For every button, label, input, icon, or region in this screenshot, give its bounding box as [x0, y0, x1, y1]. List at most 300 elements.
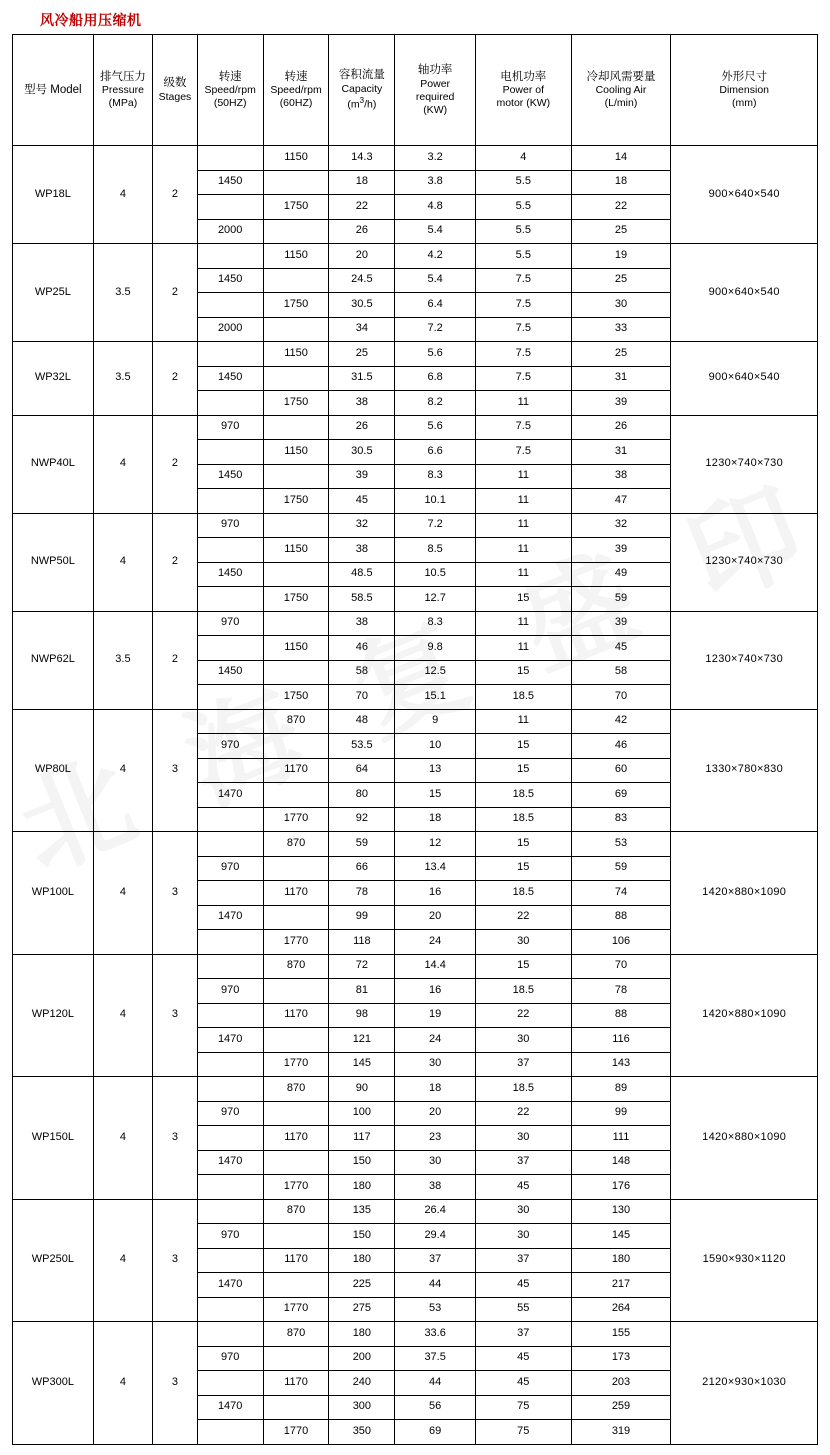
cell-capacity: 53.5: [329, 734, 395, 759]
cell-power-required: 12.5: [395, 660, 476, 685]
cell-capacity: 48.5: [329, 562, 395, 587]
cell-motor-power: 7.5: [476, 415, 572, 440]
cell-speed-50hz: 1470: [197, 905, 263, 930]
cell-speed-60hz: 1750: [263, 489, 329, 514]
cell-cooling-air: 89: [571, 1077, 671, 1102]
table-row: [13, 709, 818, 734]
table-row: [13, 1077, 818, 1102]
cell-motor-power: 15: [476, 954, 572, 979]
cell-motor-power: 11: [476, 611, 572, 636]
cell-motor-power: 45: [476, 1371, 572, 1396]
cell-speed-50hz: 1470: [197, 1395, 263, 1420]
cell-speed-50hz: [197, 195, 263, 220]
table-row: [13, 244, 818, 269]
header-cell-dimension: [671, 35, 818, 146]
cell-cooling-air: 25: [571, 219, 671, 244]
cell-cooling-air: 25: [571, 342, 671, 367]
cell-speed-50hz: [197, 1322, 263, 1347]
cell-pressure: 4: [93, 415, 152, 513]
cell-stages: 3: [153, 832, 198, 955]
cell-speed-60hz: 870: [263, 832, 329, 857]
cell-power-required: 5.4: [395, 268, 476, 293]
cell-motor-power: 15: [476, 832, 572, 857]
header-row: [13, 35, 818, 146]
header-cell-stages: [153, 35, 198, 146]
cell-capacity: 180: [329, 1175, 395, 1200]
cell-power-required: 30: [395, 1052, 476, 1077]
cell-speed-60hz: 1170: [263, 1126, 329, 1151]
cell-speed-60hz: [263, 856, 329, 881]
cell-speed-50hz: 970: [197, 611, 263, 636]
cell-motor-power: 45: [476, 1273, 572, 1298]
cell-speed-60hz: [263, 268, 329, 293]
cell-capacity: 121: [329, 1028, 395, 1053]
cell-motor-power: 30: [476, 1199, 572, 1224]
cell-cooling-air: 38: [571, 464, 671, 489]
cell-speed-50hz: 970: [197, 979, 263, 1004]
cell-motor-power: 37: [476, 1150, 572, 1175]
cell-speed-60hz: [263, 1346, 329, 1371]
cell-pressure: 4: [93, 832, 152, 955]
cell-capacity: 275: [329, 1297, 395, 1322]
table-row: [13, 146, 818, 171]
cell-speed-50hz: 1450: [197, 660, 263, 685]
header-cn-cooling: 冷却风需要量: [586, 70, 656, 83]
cell-power-required: 56: [395, 1395, 476, 1420]
cell-capacity: 78: [329, 881, 395, 906]
cell-cooling-air: 143: [571, 1052, 671, 1077]
cell-capacity: 150: [329, 1224, 395, 1249]
cell-capacity: 46: [329, 636, 395, 661]
cell-power-required: 7.2: [395, 513, 476, 538]
cell-capacity: 45: [329, 489, 395, 514]
cell-cooling-air: 106: [571, 930, 671, 955]
table-row: [13, 513, 818, 538]
cell-cooling-air: 32: [571, 513, 671, 538]
cell-power-required: 69: [395, 1420, 476, 1445]
cell-capacity: 48: [329, 709, 395, 734]
cell-speed-50hz: 970: [197, 856, 263, 881]
specification-table: [12, 34, 818, 1445]
header-cell-capacity: [329, 35, 395, 146]
cell-speed-50hz: [197, 391, 263, 416]
cell-motor-power: 30: [476, 1126, 572, 1151]
cell-motor-power: 22: [476, 1003, 572, 1028]
cell-cooling-air: 59: [571, 587, 671, 612]
cell-speed-50hz: 970: [197, 734, 263, 759]
cell-capacity: 66: [329, 856, 395, 881]
cell-pressure: 4: [93, 709, 152, 832]
cell-capacity: 117: [329, 1126, 395, 1151]
cell-cooling-air: 53: [571, 832, 671, 857]
cell-speed-50hz: [197, 954, 263, 979]
cell-motor-power: 7.5: [476, 440, 572, 465]
cell-cooling-air: 203: [571, 1371, 671, 1396]
cell-cooling-air: 31: [571, 366, 671, 391]
cell-capacity: 38: [329, 611, 395, 636]
cell-power-required: 4.8: [395, 195, 476, 220]
cell-speed-60hz: [263, 734, 329, 759]
table-row: [13, 832, 818, 857]
table-row: [13, 342, 818, 367]
cell-motor-power: 45: [476, 1175, 572, 1200]
cell-capacity: 240: [329, 1371, 395, 1396]
cell-motor-power: 75: [476, 1420, 572, 1445]
cell-pressure: 4: [93, 1322, 152, 1445]
cell-speed-50hz: 970: [197, 415, 263, 440]
table-row: [13, 954, 818, 979]
cell-motor-power: 11: [476, 562, 572, 587]
cell-dimension: 1230×740×730: [671, 611, 818, 709]
cell-capacity: 98: [329, 1003, 395, 1028]
header-cell-cooling-air: [571, 35, 671, 146]
cell-speed-50hz: 1470: [197, 1273, 263, 1298]
cell-dimension: 1230×740×730: [671, 415, 818, 513]
cell-dimension: 900×640×540: [671, 342, 818, 416]
cell-motor-power: 30: [476, 1028, 572, 1053]
cell-dimension: 2120×930×1030: [671, 1322, 818, 1445]
header-unit-power: (KW): [423, 103, 448, 116]
header-en-cooling: Cooling Air: [595, 84, 647, 97]
cell-capacity: 200: [329, 1346, 395, 1371]
cell-speed-60hz: [263, 660, 329, 685]
cell-cooling-air: 42: [571, 709, 671, 734]
cell-speed-60hz: [263, 317, 329, 342]
cell-cooling-air: 173: [571, 1346, 671, 1371]
cell-power-required: 6.4: [395, 293, 476, 318]
cell-cooling-air: 319: [571, 1420, 671, 1445]
cell-power-required: 38: [395, 1175, 476, 1200]
header-en-power: Power required: [415, 77, 455, 103]
cell-cooling-air: 45: [571, 636, 671, 661]
cell-speed-50hz: 1450: [197, 268, 263, 293]
cell-power-required: 5.4: [395, 219, 476, 244]
cell-capacity: 38: [329, 391, 395, 416]
cell-motor-power: 18.5: [476, 783, 572, 808]
cell-cooling-air: 99: [571, 1101, 671, 1126]
cell-cooling-air: 26: [571, 415, 671, 440]
cell-speed-50hz: [197, 342, 263, 367]
cell-cooling-air: 59: [571, 856, 671, 881]
cell-cooling-air: 70: [571, 954, 671, 979]
cell-pressure: 4: [93, 954, 152, 1077]
header-cn-motor: 电机功率: [500, 70, 547, 83]
cell-speed-60hz: [263, 1150, 329, 1175]
cell-model: NWP50L: [13, 513, 94, 611]
cell-speed-50hz: 1450: [197, 464, 263, 489]
cell-cooling-air: 155: [571, 1322, 671, 1347]
cell-speed-50hz: 1450: [197, 170, 263, 195]
cell-power-required: 26.4: [395, 1199, 476, 1224]
cell-speed-60hz: 870: [263, 1322, 329, 1347]
cell-speed-50hz: 970: [197, 1101, 263, 1126]
cell-capacity: 99: [329, 905, 395, 930]
cell-model: WP25L: [13, 244, 94, 342]
cell-motor-power: 37: [476, 1322, 572, 1347]
header-en-pressure: Pressure: [101, 84, 144, 97]
cell-cooling-air: 47: [571, 489, 671, 514]
cell-cooling-air: 88: [571, 905, 671, 930]
cell-motor-power: 15: [476, 856, 572, 881]
page-title: 风冷船用压缩机: [40, 12, 142, 28]
header-en-speed60: Speed/rpm: [270, 84, 322, 97]
cell-pressure: 3.5: [93, 244, 152, 342]
cell-capacity: 34: [329, 317, 395, 342]
cell-capacity: 180: [329, 1248, 395, 1273]
cell-capacity: 30.5: [329, 440, 395, 465]
header-en-capacity: Capacity: [341, 82, 383, 95]
cell-stages: 2: [153, 415, 198, 513]
cell-cooling-air: 69: [571, 783, 671, 808]
header-en-motor: Power of motor (KW): [496, 84, 551, 110]
cell-motor-power: 7.5: [476, 317, 572, 342]
cell-motor-power: 5.5: [476, 219, 572, 244]
cell-motor-power: 5.5: [476, 170, 572, 195]
cell-power-required: 4.2: [395, 244, 476, 269]
cell-motor-power: 11: [476, 538, 572, 563]
cell-speed-60hz: 1170: [263, 1003, 329, 1028]
cell-motor-power: 18.5: [476, 1077, 572, 1102]
cell-motor-power: 4: [476, 146, 572, 171]
cell-model: WP250L: [13, 1199, 94, 1322]
cell-speed-60hz: 1170: [263, 881, 329, 906]
cell-dimension: 1230×740×730: [671, 513, 818, 611]
cell-power-required: 14.4: [395, 954, 476, 979]
cell-power-required: 19: [395, 1003, 476, 1028]
header-en-speed50: Speed/rpm: [204, 84, 256, 97]
cell-cooling-air: 70: [571, 685, 671, 710]
cell-speed-50hz: [197, 1126, 263, 1151]
cell-power-required: 8.3: [395, 464, 476, 489]
cell-cooling-air: 18: [571, 170, 671, 195]
cell-speed-50hz: [197, 1297, 263, 1322]
cell-speed-60hz: 1770: [263, 930, 329, 955]
cell-capacity: 18: [329, 170, 395, 195]
header-unit-capacity: $(m^3/h)$: [347, 95, 377, 111]
table-row: [13, 1199, 818, 1224]
cell-power-required: 18: [395, 1077, 476, 1102]
cell-power-required: 16: [395, 979, 476, 1004]
cell-speed-60hz: [263, 1224, 329, 1249]
cell-speed-60hz: 1770: [263, 1052, 329, 1077]
cell-stages: 3: [153, 1322, 198, 1445]
cell-cooling-air: 180: [571, 1248, 671, 1273]
cell-model: WP300L: [13, 1322, 94, 1445]
cell-speed-50hz: 1450: [197, 562, 263, 587]
cell-speed-50hz: 2000: [197, 317, 263, 342]
cell-capacity: 20: [329, 244, 395, 269]
cell-speed-50hz: [197, 1175, 263, 1200]
cell-power-required: 29.4: [395, 1224, 476, 1249]
cell-speed-60hz: 870: [263, 1077, 329, 1102]
cell-cooling-air: 217: [571, 1273, 671, 1298]
cell-motor-power: 55: [476, 1297, 572, 1322]
cell-speed-60hz: 1150: [263, 244, 329, 269]
cell-speed-50hz: [197, 1077, 263, 1102]
cell-power-required: 7.2: [395, 317, 476, 342]
cell-power-required: 20: [395, 1101, 476, 1126]
header-unit-speed50: (50HZ): [213, 97, 247, 110]
cell-motor-power: 15: [476, 758, 572, 783]
cell-capacity: 135: [329, 1199, 395, 1224]
cell-speed-50hz: [197, 244, 263, 269]
cell-cooling-air: 111: [571, 1126, 671, 1151]
header-cn-power: 轴功率: [417, 64, 453, 77]
cell-cooling-air: 130: [571, 1199, 671, 1224]
cell-pressure: 3.5: [93, 342, 152, 416]
cell-capacity: 30.5: [329, 293, 395, 318]
cell-speed-50hz: [197, 1052, 263, 1077]
cell-pressure: 4: [93, 513, 152, 611]
cell-speed-50hz: [197, 685, 263, 710]
header-unit-cooling: (L/min): [604, 97, 638, 110]
cell-capacity: 64: [329, 758, 395, 783]
table-header: [13, 35, 818, 146]
cell-speed-50hz: [197, 440, 263, 465]
cell-speed-60hz: [263, 562, 329, 587]
header-cn-speed50: 转速: [218, 70, 242, 83]
cell-capacity: 59: [329, 832, 395, 857]
cell-speed-50hz: 970: [197, 513, 263, 538]
cell-speed-60hz: 1750: [263, 195, 329, 220]
cell-capacity: 31.5: [329, 366, 395, 391]
cell-capacity: 32: [329, 513, 395, 538]
cell-cooling-air: 88: [571, 1003, 671, 1028]
cell-motor-power: 37: [476, 1052, 572, 1077]
cell-cooling-air: 60: [571, 758, 671, 783]
cell-speed-50hz: [197, 758, 263, 783]
cell-power-required: 8.2: [395, 391, 476, 416]
cell-motor-power: 18.5: [476, 979, 572, 1004]
cell-power-required: 13.4: [395, 856, 476, 881]
cell-motor-power: 22: [476, 1101, 572, 1126]
cell-dimension: 1330×780×830: [671, 709, 818, 832]
cell-dimension: 1420×880×1090: [671, 832, 818, 955]
header-cn-pressure: 排气压力: [99, 70, 146, 83]
header-en-dimension: Dimension: [719, 84, 769, 97]
cell-capacity: 14.3: [329, 146, 395, 171]
cell-capacity: 81: [329, 979, 395, 1004]
cell-cooling-air: 176: [571, 1175, 671, 1200]
cell-motor-power: 45: [476, 1346, 572, 1371]
cell-power-required: 16: [395, 881, 476, 906]
cell-motor-power: 30: [476, 930, 572, 955]
cell-speed-50hz: [197, 832, 263, 857]
cell-speed-60hz: [263, 1395, 329, 1420]
cell-speed-60hz: [263, 611, 329, 636]
header-cell-speed-50hz: [197, 35, 263, 146]
cell-speed-50hz: [197, 930, 263, 955]
cell-speed-50hz: [197, 146, 263, 171]
cell-speed-60hz: [263, 464, 329, 489]
cell-speed-50hz: 2000: [197, 219, 263, 244]
cell-pressure: 4: [93, 1199, 152, 1322]
cell-speed-60hz: [263, 513, 329, 538]
cell-motor-power: 15: [476, 660, 572, 685]
cell-speed-50hz: 1470: [197, 1028, 263, 1053]
cell-speed-60hz: 1150: [263, 342, 329, 367]
cell-power-required: 5.6: [395, 342, 476, 367]
cell-model: WP32L: [13, 342, 94, 416]
header-cn-model: 型号 Model: [24, 83, 82, 96]
cell-speed-60hz: 1770: [263, 1175, 329, 1200]
cell-motor-power: 18.5: [476, 807, 572, 832]
cell-motor-power: 7.5: [476, 366, 572, 391]
cell-speed-60hz: [263, 366, 329, 391]
cell-power-required: 8.5: [395, 538, 476, 563]
cell-cooling-air: 46: [571, 734, 671, 759]
cell-power-required: 53: [395, 1297, 476, 1322]
cell-capacity: 58: [329, 660, 395, 685]
cell-speed-60hz: 870: [263, 954, 329, 979]
cell-speed-60hz: 1150: [263, 146, 329, 171]
cell-speed-50hz: [197, 1420, 263, 1445]
cell-speed-50hz: [197, 1248, 263, 1273]
cell-motor-power: 18.5: [476, 881, 572, 906]
cell-motor-power: 15: [476, 734, 572, 759]
cell-cooling-air: 259: [571, 1395, 671, 1420]
cell-cooling-air: 264: [571, 1297, 671, 1322]
header-cn-stages: 级数: [163, 77, 187, 90]
cell-speed-60hz: 1770: [263, 1297, 329, 1322]
cell-speed-60hz: 1170: [263, 758, 329, 783]
cell-dimension: 900×640×540: [671, 244, 818, 342]
header-cn-capacity: 容积流量: [338, 69, 385, 82]
cell-stages: 2: [153, 146, 198, 244]
cell-stages: 2: [153, 244, 198, 342]
table-body: [13, 146, 818, 1445]
cell-power-required: 44: [395, 1371, 476, 1396]
cell-speed-60hz: [263, 219, 329, 244]
cell-capacity: 118: [329, 930, 395, 955]
cell-model: WP18L: [13, 146, 94, 244]
cell-capacity: 92: [329, 807, 395, 832]
cell-stages: 2: [153, 513, 198, 611]
cell-speed-50hz: [197, 881, 263, 906]
header-unit-pressure: (MPa): [108, 97, 138, 110]
cell-model: WP120L: [13, 954, 94, 1077]
cell-motor-power: 5.5: [476, 244, 572, 269]
cell-power-required: 10: [395, 734, 476, 759]
cell-cooling-air: 49: [571, 562, 671, 587]
cell-speed-60hz: [263, 415, 329, 440]
cell-speed-60hz: 1150: [263, 440, 329, 465]
cell-cooling-air: 116: [571, 1028, 671, 1053]
cell-capacity: 38: [329, 538, 395, 563]
cell-speed-60hz: 1750: [263, 293, 329, 318]
cell-speed-50hz: [197, 587, 263, 612]
cell-motor-power: 11: [476, 636, 572, 661]
cell-speed-60hz: [263, 1028, 329, 1053]
cell-model: WP150L: [13, 1077, 94, 1200]
cell-model: WP80L: [13, 709, 94, 832]
cell-motor-power: 5.5: [476, 195, 572, 220]
cell-stages: 3: [153, 954, 198, 1077]
cell-power-required: 15: [395, 783, 476, 808]
cell-speed-60hz: [263, 170, 329, 195]
header-unit-speed60: (60HZ): [279, 97, 313, 110]
cell-capacity: 58.5: [329, 587, 395, 612]
cell-power-required: 9.8: [395, 636, 476, 661]
cell-cooling-air: 22: [571, 195, 671, 220]
cell-model: WP100L: [13, 832, 94, 955]
cell-dimension: 1420×880×1090: [671, 1077, 818, 1200]
cell-power-required: 12: [395, 832, 476, 857]
cell-capacity: 350: [329, 1420, 395, 1445]
cell-capacity: 25: [329, 342, 395, 367]
header-unit-dimension: (mm): [731, 97, 757, 110]
cell-speed-50hz: 970: [197, 1224, 263, 1249]
